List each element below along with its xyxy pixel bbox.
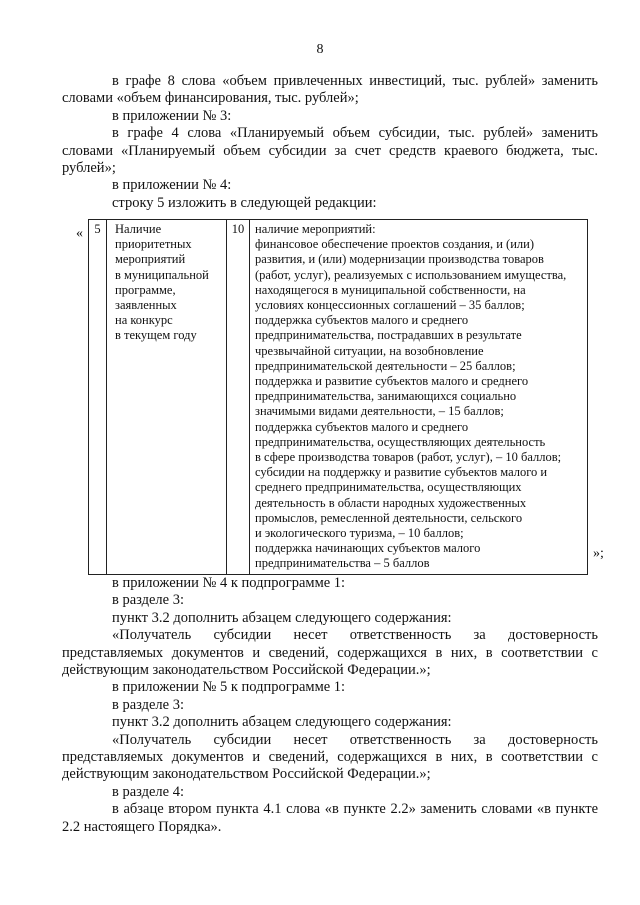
paragraph: в графе 8 слова «объем привлеченных инвестиций, тыс. рублей» заменить словами «объем финансирования, тыс. рублей»; (62, 73, 598, 107)
paragraph: в приложении № 4 к подпрограмме 1: (112, 575, 346, 591)
criterion-cell (107, 220, 227, 575)
description-line: предпринимательства, пострадавших в результате (255, 328, 522, 343)
description-line: субсидии на поддержку и развитие субъектов малого и (255, 465, 548, 480)
paragraph: в разделе 4: (112, 783, 185, 800)
description-line: условиях концессионных соглашений – 35 баллов; (255, 298, 525, 313)
description-line: наличие мероприятий: (255, 222, 376, 236)
paragraph: в приложении № 3: (112, 107, 232, 124)
description-line: среднего предпринимательства, осуществляющих (255, 480, 522, 495)
description-line: финансовое обеспечение проектов создания, и (или) (255, 237, 534, 252)
description-line: находящегося в муниципальной собственности, на (255, 282, 526, 297)
description-line: значимыми видами деятельности, – 15 баллов; (255, 404, 504, 419)
description-line: развития, и (или) модернизации производства товаров (255, 252, 544, 267)
description-cell (250, 220, 588, 575)
description-line: предпринимательства – 5 баллов (255, 556, 430, 571)
row-number-cell: 5 (89, 220, 107, 575)
description-line: поддержка субъектов малого и среднего (255, 419, 469, 434)
max-points-cell: 10 (227, 220, 250, 575)
paragraph: пункт 3.2 дополнить абзацем следующего содержания: (112, 714, 452, 731)
paragraph: в разделе 3: (112, 696, 185, 713)
paragraph: в приложении № 5 к подпрограмме 1: (112, 679, 346, 696)
criterion-line: на конкурс (115, 313, 173, 328)
table-row (89, 220, 588, 575)
description-line: промыслов, ремесленной деятельности, сельского (255, 510, 523, 525)
paragraph: строку 5 изложить в следующей редакции: (112, 194, 377, 211)
description-line: поддержка начинающих субъектов малого (255, 541, 481, 556)
description-line: чрезвычайной ситуации, на возобновление (255, 343, 484, 358)
page-number: 8 (316, 42, 324, 57)
description-line: предпринимательской деятельности – 25 баллов; (255, 358, 516, 373)
criterion-line: в текущем году (115, 328, 197, 343)
table-close-quote: »; (593, 546, 604, 561)
description-line: поддержка субъектов малого и среднего (255, 313, 469, 328)
description-line: в сфере производства товаров (работ, услуг), – 10 баллов; (255, 450, 562, 465)
paragraph: в графе 4 слова «Планируемый объем субсидии, тыс. рублей» заменить словами «Планируемый объем субсидии за счет средств краевого бюджета, тыс. рублей»; (62, 125, 598, 177)
paragraph: в абзаце втором пункта 4.1 слова «в пункте 2.2» заменить словами «в пункте 2.2 настоящего Порядка». (62, 801, 598, 835)
paragraph: «Получатель субсидии несет ответственность за достоверность представляемых документов и сведений, содержащихся в них, в соответствии с действующим законодательством Российской Федерации.»; (62, 731, 598, 783)
paragraph: в разделе 3: (112, 592, 185, 609)
criterion-line: заявленных (115, 298, 177, 313)
amendments-bottom (62, 575, 598, 836)
criterion-line: программе, (115, 282, 176, 297)
criterion-line: мероприятий (115, 252, 186, 267)
criteria-table (88, 219, 588, 575)
criterion-line: приоритетных (115, 237, 192, 252)
amendments-top (62, 73, 598, 212)
description-line: и экологического туризма, – 10 баллов; (255, 526, 464, 541)
description-line: предпринимательства, осуществляющих деятельность (255, 434, 546, 449)
criterion-line: Наличие (115, 222, 162, 236)
table-open-quote: « (76, 226, 83, 241)
paragraph: пункт 3.2 дополнить абзацем следующего содержания: (112, 609, 452, 626)
paragraph: «Получатель субсидии несет ответственность за достоверность представляемых документов и сведений, содержащихся в них, в соответствии с действующим законодательством Российской Федерации.»; (62, 627, 598, 679)
description-line: (работ, услуг), реализуемых с использованием имущества, (255, 267, 567, 282)
description-line: деятельность в области народных художественных (255, 495, 527, 510)
description-line: поддержка и развитие субъектов малого и среднего (255, 374, 529, 389)
paragraph: в приложении № 4: (112, 177, 232, 194)
description-line: предпринимательства, занимающихся социально (255, 389, 517, 404)
criterion-line: в муниципальной (115, 267, 209, 282)
